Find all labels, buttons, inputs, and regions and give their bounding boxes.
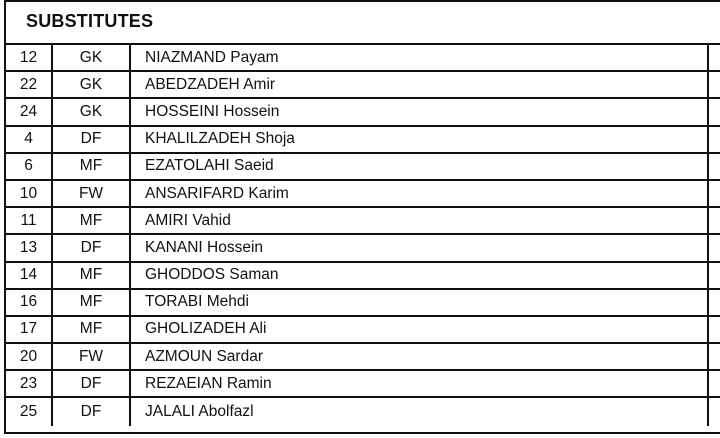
section-title: SUBSTITUTES (26, 11, 154, 31)
player-name: AZMOUN Sardar (131, 344, 709, 369)
table-row (6, 127, 720, 154)
table-row (6, 181, 720, 208)
player-name: REZAEIAN Ramin (131, 371, 709, 396)
player-name: EZATOLAHI Saeid (131, 154, 709, 179)
player-number: 20 (6, 344, 53, 369)
player-number: 25 (6, 398, 53, 425)
player-position: DF (53, 235, 131, 260)
player-position: MF (53, 317, 131, 342)
player-name: GHOLIZADEH Ali (131, 317, 709, 342)
player-position: DF (53, 127, 131, 152)
player-position: DF (53, 371, 131, 396)
player-number: 6 (6, 154, 53, 179)
player-name: ABEDZADEH Amir (131, 72, 709, 97)
table-row (6, 99, 720, 126)
player-name: HOSSEINI Hossein (131, 99, 709, 124)
table-row (6, 235, 720, 262)
player-position: DF (53, 398, 131, 425)
table-row (6, 290, 720, 317)
player-number: 16 (6, 290, 53, 315)
player-name: ANSARIFARD Karim (131, 181, 709, 206)
table-row (6, 398, 720, 425)
player-number: 10 (6, 181, 53, 206)
player-number: 14 (6, 263, 53, 288)
player-name: KANANI Hossein (131, 235, 709, 260)
player-position: MF (53, 208, 131, 233)
player-position: FW (53, 181, 131, 206)
table-row (6, 344, 720, 371)
player-position: FW (53, 344, 131, 369)
table-row (6, 154, 720, 181)
player-position: MF (53, 154, 131, 179)
player-number: 24 (6, 99, 53, 124)
table-row (6, 72, 720, 99)
player-number: 13 (6, 235, 53, 260)
table-row (6, 263, 720, 290)
player-name: TORABI Mehdi (131, 290, 709, 315)
table-row (6, 371, 720, 398)
player-number: 12 (6, 45, 53, 70)
player-name: KHALILZADEH Shoja (131, 127, 709, 152)
player-number: 22 (6, 72, 53, 97)
player-name: GHODDOS Saman (131, 263, 709, 288)
player-number: 23 (6, 371, 53, 396)
player-number: 11 (6, 208, 53, 233)
table-row (6, 208, 720, 235)
player-position: MF (53, 290, 131, 315)
substitutes-table (4, 0, 720, 434)
table-row (6, 45, 720, 72)
player-name: AMIRI Vahid (131, 208, 709, 233)
player-position: GK (53, 72, 131, 97)
player-name: NIAZMAND Payam (131, 45, 709, 70)
table-row (6, 317, 720, 344)
player-rows (6, 45, 720, 426)
player-position: MF (53, 263, 131, 288)
player-position: GK (53, 45, 131, 70)
player-name: JALALI Abolfazl (131, 398, 709, 425)
player-position: GK (53, 99, 131, 124)
player-number: 17 (6, 317, 53, 342)
table-header (6, 2, 720, 45)
player-number: 4 (6, 127, 53, 152)
